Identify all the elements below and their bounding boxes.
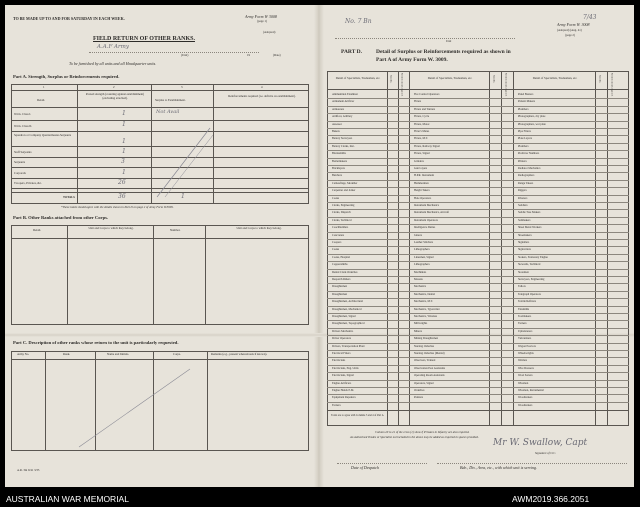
specialist-row-label: Woodturners — [518, 403, 533, 407]
specialist-row-label: Signallers — [518, 241, 530, 244]
specialist-row-label: Plumbers — [518, 107, 529, 111]
specialist-row-label: Wool Sorters — [518, 374, 533, 378]
part-d-header-reinf-2: Reinforcements required. — [504, 73, 507, 97]
specialist-row-label: Plumbers — [518, 144, 529, 148]
date-label: (Date) — [273, 53, 281, 57]
specialist-row-label: Lithographers — [414, 248, 430, 252]
hw-val-1: 1 — [122, 110, 126, 117]
specialist-row-label: Grinders — [414, 159, 424, 163]
hw-val-7: 26 — [118, 179, 126, 186]
unit-line-right — [335, 38, 515, 39]
handwritten-signature: Mr W. Swallow, Capt — [493, 438, 588, 448]
part-d-row-rule — [327, 113, 629, 114]
part-d-row-rule — [327, 269, 629, 270]
specialist-row-label: Electrical Fitters — [332, 352, 351, 355]
part-d-row-rule — [327, 357, 629, 358]
form-page-left: (page 1) — [257, 19, 267, 23]
part-d-header-detail-3: Detail of Specialists, Tradesmen, etc. — [532, 76, 578, 80]
part-d-row-rule — [327, 135, 629, 136]
specialist-row-label: Bakers — [332, 130, 340, 133]
specialist-row-label: Joiners — [414, 233, 422, 237]
row-wo-class-2: W.Os. Class II. — [14, 124, 33, 128]
specialist-row-label: Miners — [414, 329, 422, 333]
specialist-row-label: Mechanics — [414, 285, 427, 289]
specialist-row-label: Instrument Mechanics, Aircraft — [414, 211, 450, 215]
specialist-row-label: Drivers, Transportation Plant — [332, 344, 365, 348]
part-b-title: Part B. Other Ranks attached from other Corps. — [13, 215, 109, 220]
specialist-row-label: Height Takers — [414, 189, 430, 193]
specialist-row-label: Millwrights — [414, 322, 428, 326]
bottom-note-1: Column 20 to 21 of the cross (1) show if Privates in Infantry are also required. — [375, 430, 470, 434]
specialist-row-label: Hammermen — [414, 181, 429, 185]
corner-number: 7/43 — [583, 14, 597, 21]
part-d-row-rule — [327, 165, 629, 166]
specialist-row-label: Coopers — [332, 241, 342, 244]
specialist-row-label: Artificer, Artillery — [332, 115, 353, 119]
part-d-row-rule — [327, 202, 629, 203]
specialist-row-label: Pipe Fitters — [518, 130, 531, 133]
specialist-row-label: Electricians, Signal — [332, 374, 354, 378]
specialist-row-label: Camouflage, Modeller — [332, 181, 358, 185]
specialist-row-label: Fire Control Operators — [414, 93, 440, 96]
handwritten-unit-left: A.A.F Army — [97, 44, 129, 50]
hw-val-3: 1 — [122, 138, 126, 145]
specialist-row-label: Intelligence Duties — [414, 226, 436, 230]
specialist-row-label: Turners — [518, 322, 527, 326]
specialist-row-label: Engine Hands E.M. — [332, 389, 355, 392]
part-c-header-remarks: Remarks (e.g., present whereabouts if known). — [211, 352, 268, 356]
specialist-row-label: Range Takers — [518, 181, 534, 185]
hw-val-4: 1 — [122, 148, 126, 155]
specialist-row-label: Draughtsmen, Mechanical — [332, 307, 362, 311]
part-d-row-rule — [327, 180, 629, 181]
part-d-header-surplus-3: Surplus. — [598, 75, 602, 84]
specialist-row-label: Wagon Erectors — [518, 344, 536, 348]
archive-footer — [0, 487, 640, 507]
part-d-row-rule — [327, 187, 629, 188]
specialist-row-label: Drivers Mechanics — [332, 329, 354, 333]
specialist-row-label: Fitters, Cycle — [414, 115, 430, 119]
col-num-2: 2 — [113, 85, 115, 89]
specialist-row-label: Fitter's Mates — [414, 130, 430, 133]
specialist-row-label: Wiremen — [518, 381, 529, 385]
part-d-row-rule — [327, 298, 629, 299]
year-label: 19 — [247, 53, 250, 57]
specialist-row-label: Mechanics, Dental — [414, 292, 435, 296]
part-d-row-rule — [327, 276, 629, 277]
part-d-header-reinf-3: Reinforcements required. — [610, 73, 613, 97]
part-d-row-rule — [327, 239, 629, 240]
top-note: TO BE MADE UP TO AND FOR SATURDAY IN EACH WEEK. — [13, 16, 125, 21]
specialist-row-label: Fitters, Signal — [414, 152, 430, 156]
part-d-row-rule — [327, 121, 629, 122]
specialist-row-label: Masons — [414, 278, 423, 281]
part-d-row-rule — [327, 246, 629, 247]
specialist-row-label: Riveters — [518, 196, 528, 200]
part-d-row-rule — [327, 365, 629, 366]
hw-total-2: 1 — [181, 193, 185, 200]
part-d-row-rule — [327, 283, 629, 284]
part-d-row-rule — [327, 209, 629, 210]
specialist-row-label: Coppersmiths — [332, 263, 348, 267]
part-d-header-detail-2: Detail of Specialists, Tradesmen, etc. — [427, 76, 473, 80]
col-num-4: 4 — [261, 85, 263, 89]
hw-val-5: 3 — [121, 158, 125, 165]
part-d-desc-1: Detail of Surplus or Reinforcements required as shown in — [376, 49, 511, 55]
specialist-row-label: Radiographers — [518, 174, 535, 178]
adopted-left: (Adopted) — [263, 30, 276, 34]
specialist-row-label: Radiator Mechanics — [518, 167, 541, 170]
specialist-row-label: Observers, Trained — [414, 359, 436, 363]
specialist-row-label: Machinists — [414, 270, 427, 274]
part-d-row-rule — [327, 402, 629, 403]
specialist-row-label: Welders — [518, 359, 528, 363]
specialist-row-label: Draughtsman — [332, 292, 348, 296]
part-a-title: Part A. Strength, Surplus or Reinforcements required. — [13, 74, 120, 79]
part-d-header-surplus-2: Surplus. — [492, 75, 496, 84]
specialist-row-label: Instrument Operators — [414, 218, 438, 222]
form-ref-left: Army Form W 3008 — [245, 14, 277, 19]
specialist-row-label: Cooks, Hospital — [332, 255, 351, 259]
specialist-row-label: Operators, Signal — [414, 381, 434, 385]
specialist-row-label: Surveyors, Engineering — [518, 278, 545, 281]
specialist-row-label: Concreters — [332, 233, 345, 237]
specialist-row-label: Lithographers — [414, 263, 430, 267]
specialist-row-label: Boilermakers — [332, 159, 348, 163]
part-d-row-rule — [327, 291, 629, 292]
part-d-row-rule — [327, 328, 629, 329]
part-c-header-name: Name and Initials. — [107, 352, 130, 356]
specialist-row-label: Panel Beaters — [518, 93, 534, 96]
specialist-row-label: Signwriters — [518, 248, 531, 252]
specialist-row-label: Electricians, Eng. Units — [332, 366, 359, 370]
part-d-row-rule — [327, 143, 629, 144]
specialist-row-label: Operating Room Assistants — [414, 374, 445, 378]
totals-note: Totals are to agree with Columns 3 and 4 of Part A — [331, 414, 384, 417]
specialist-row-label: Draughtsmen, Topographical — [332, 322, 365, 326]
part-d-row-rule — [327, 232, 629, 233]
specialist-row-label: Clerks, Dispatch — [332, 211, 351, 215]
specialist-row-label: Shoemakers — [518, 233, 532, 237]
specialist-row-label: Armourers — [332, 107, 345, 111]
part-d-row-rule — [327, 350, 629, 351]
furnished-line: To be furnished by all units and all Headquarter units. — [69, 61, 157, 66]
specialist-row-label: Orderlies — [414, 389, 425, 392]
specialist-row-label: Tailors — [518, 285, 526, 289]
hw-val-8: Not Avail — [156, 109, 180, 115]
specialist-row-label: Woodturners — [518, 396, 533, 400]
specialist-row-label: Wire Dressers — [518, 366, 534, 370]
specialist-row-label: Battery Clerks, Inst. — [332, 144, 355, 148]
row-troopers: Troopers, Privates, &c. — [14, 181, 42, 185]
bottom-note-2: An Authorised Trades or Specialist not included in list above may be added as required in spaces provided. — [350, 435, 479, 439]
col-num-3: 3 — [181, 85, 183, 89]
specialist-row-label: Tinsmiths — [518, 307, 530, 311]
part-d-row-rule — [327, 98, 629, 99]
part-d-row-rule — [327, 106, 629, 107]
centre-fold — [314, 5, 324, 487]
specialist-row-label: Farriers — [332, 403, 341, 407]
specialist-row-label: Ammunition Examiner — [332, 93, 358, 96]
part-c-title: Part C. Description of other ranks whose return to the unit is particularly requested. — [13, 340, 179, 345]
part-d-row-rule — [327, 320, 629, 321]
part-c-cross-out — [75, 365, 195, 450]
specialist-row-label: Gun Layers — [414, 167, 428, 170]
form-sheet — [5, 5, 634, 487]
specialist-row-label: Telegraph Operators — [518, 292, 541, 296]
specialist-row-label: Dental Clerk Orderlies — [332, 270, 358, 274]
part-c-header-rank: Rank. — [63, 352, 71, 356]
part-d-row-rule — [327, 394, 629, 395]
specialist-row-label: Clerks, Technical — [332, 218, 352, 222]
hw-val-2: 1 — [122, 121, 126, 128]
part-a-header-surplus: Surplus to Establishment. — [155, 98, 186, 102]
diagonal-cross-out — [155, 125, 215, 200]
part-b-header-unit-2: Unit and Corps to which they belong. — [236, 226, 282, 230]
footer-accession: AWM2019.366.2051 — [512, 494, 590, 504]
col-num-1: 1 — [43, 85, 45, 89]
specialist-row-label: Carpenter and Joiner — [332, 189, 356, 193]
specialist-row-label: Coachbuilders — [332, 226, 349, 230]
part-d-row-rule — [327, 306, 629, 307]
part-d-row-rule — [327, 387, 629, 388]
part-d-header-detail-1: Detail of Specialists, Tradesmen, etc. — [335, 76, 381, 80]
part-d-desc-2: Part A of Army Form W. 3009. — [376, 57, 448, 63]
specialist-row-label: Cooks — [332, 248, 340, 252]
part-d-row-rule — [327, 335, 629, 336]
specialist-row-label: Observation Post Assistants — [414, 366, 446, 370]
specialist-row-label: Predictor Numbers — [518, 152, 540, 156]
part-c-header-corps: Corps. — [173, 352, 181, 356]
part-d-title: PART D. — [341, 49, 362, 55]
specialist-row-label: Clerks, Engineering — [332, 204, 355, 207]
part-d-row-rule — [327, 313, 629, 314]
totals-label: TOTALS — [63, 195, 75, 199]
specialist-row-label: Sheet Metal Workers — [518, 226, 542, 230]
part-a-footnote: *These totals should agree with the details shown in Part D on page 2 of Army Form W.3009. — [61, 205, 174, 209]
specialist-row-label: Printers — [518, 159, 527, 163]
despatch-label: Date of Despatch — [351, 465, 379, 470]
part-d-row-rule — [327, 254, 629, 255]
specialist-row-label: Nursing Orderlies (Mental) — [414, 352, 445, 355]
part-d-row-rule — [327, 158, 629, 159]
specialist-row-label: Mining Draughtsmen — [414, 337, 439, 341]
specialist-row-label: Linesmen, Signal — [414, 255, 434, 259]
specialist-row-label: Draughtsmen, Signal — [332, 315, 356, 318]
specialist-row-label: Blacksmiths — [332, 152, 346, 156]
hw-total-1: 36 — [118, 193, 126, 200]
specialist-row-label: Hole Operators — [414, 196, 432, 200]
specialist-row-label: Mechanics, M.T. — [414, 300, 433, 304]
part-d-row-rule — [327, 343, 629, 344]
part-d-row-rule — [327, 172, 629, 173]
part-b-header-unit: Unit and Corps to which they belong. — [88, 226, 134, 230]
specialist-row-label: Fitters, Railway Signal — [414, 144, 440, 148]
row-wo-class-1: W.Os. Class I. — [14, 112, 32, 116]
specialist-row-label: Pattern Makers — [518, 100, 536, 104]
unit-label-right: Unit — [446, 39, 452, 43]
part-d-header-surplus-1: Surplus. — [389, 75, 393, 84]
part-d-row-rule — [327, 372, 629, 373]
destination-label: Bde., Div., Area, etc., with which unit is serving. — [460, 465, 538, 470]
specialist-row-label: Saddlers — [518, 204, 528, 207]
hw-val-6: 1 — [122, 169, 126, 176]
form-ref-right: Army Form W. 3008 — [557, 22, 590, 27]
specialist-row-label: Saddle Tree Makers — [518, 211, 541, 215]
specialist-row-label: Fitters and Turners — [414, 107, 436, 111]
part-d-row-rule — [327, 128, 629, 129]
specialist-row-label: Butchers — [332, 174, 342, 178]
specialist-row-label: Stokers, Stationary Engine — [518, 255, 548, 259]
specialist-row-label: Fitters — [414, 100, 422, 104]
specialist-row-label: Vulcanizers — [518, 337, 532, 341]
form-title: FIELD RETURN OF OTHER RANKS. — [93, 36, 195, 42]
specialist-row-label: Fitters, M.T. — [414, 137, 428, 141]
specialist-row-label: Photographers, dry plate — [518, 115, 546, 119]
part-d-row-rule — [327, 380, 629, 381]
part-b-table — [11, 225, 309, 325]
specialist-row-label: Driver Operators — [332, 337, 352, 341]
printer-note: A.R. 3m 9/41 3/35 — [17, 468, 40, 472]
specialist-row-label: Wheelwrights — [518, 352, 534, 355]
specialist-row-label: Fitters, Motor — [414, 122, 430, 126]
adopted-right: (Adopted) (Aug. 41) — [557, 28, 582, 32]
part-d-header-reinf-1: Reinforcements required. — [400, 73, 403, 97]
footer-institution: AUSTRALIAN WAR MEMORIAL — [6, 494, 129, 504]
specialist-row-label: Mechanics, Typewriter — [414, 307, 440, 311]
specialist-row-label: Wiremen, Instrumental — [518, 389, 544, 392]
specialist-row-label: Storemen — [518, 270, 529, 274]
specialist-row-label: Mechanics, Wireless — [414, 315, 438, 318]
part-d-row-rule — [327, 217, 629, 218]
specialist-row-label: Equipment Repairers — [332, 396, 356, 400]
part-a-header-reinforcements: Reinforcements required (i.e. deficits on establishment). — [228, 94, 296, 98]
part-d-row-rule — [327, 224, 629, 225]
specialist-row-label: Despatch Riders — [332, 278, 351, 281]
part-d-row-rule — [327, 150, 629, 151]
part-a-header-posted: Posted strength (counting against establishment) (excluding attached). — [85, 92, 145, 100]
part-c-header-army-no: Army No. — [17, 352, 30, 356]
specialist-row-label: Engine Artificers — [332, 381, 352, 385]
specialist-row-label: Cooks — [332, 196, 340, 200]
specialist-row-label: Armament Artificer — [332, 100, 355, 104]
specialist-row-label: Painters — [414, 396, 424, 400]
part-d-row-rule — [327, 261, 629, 262]
part-b-header-number: Number. — [170, 228, 181, 232]
specialist-row-label: Battery Surveyors — [332, 137, 353, 141]
row-corporals: Corporals — [14, 171, 26, 175]
part-d-row-rule — [327, 195, 629, 196]
specialist-row-label: Instrument Mechanics — [414, 204, 439, 207]
row-staff-serjeants: Staff Serjeants — [14, 150, 32, 154]
form-page-right: (page 2) — [565, 33, 575, 37]
specialist-row-label: Toolmakers — [518, 315, 532, 318]
specialist-row-label: Plate Layers — [518, 137, 532, 141]
handwritten-unit-right: No. 7 Bn — [345, 18, 372, 25]
specialist-row-label: Draughtsmen, Architectural — [332, 300, 364, 304]
signature-caption: Signature of O.C. — [535, 451, 557, 455]
specialist-row-label: Draughtsmen — [332, 285, 348, 289]
part-b-header-detail: Detail. — [33, 228, 42, 232]
part-a-header-detail: Detail. — [37, 98, 46, 102]
specialist-row-label: Textile Refitters — [518, 300, 537, 304]
unit-line — [89, 52, 259, 53]
specialist-row-label: Leather Stitchers — [414, 241, 434, 244]
specialist-row-label: Upholsterers — [518, 329, 533, 333]
row-sqmqs: Squadron or Company Quartermaster-Serjeants — [14, 133, 72, 137]
unit-label: (Unit) — [181, 53, 189, 57]
specialist-row-label: Assessor — [332, 122, 342, 126]
specialist-row-label: H.P.R. Instrument — [414, 174, 435, 178]
row-serjeants: Serjeants — [14, 160, 25, 164]
specialist-row-label: Electricians — [332, 359, 346, 363]
specialist-row-label: Riggers — [518, 189, 527, 193]
specialist-row-label: Nursing Orderlies — [414, 344, 435, 348]
specialist-row-label: Sailmakers — [518, 218, 531, 222]
specialist-row-label: Stewards, Technical — [518, 263, 541, 267]
specialist-row-label: Photographers, wet plate — [518, 122, 546, 126]
specialist-row-label: Bricklayers — [332, 167, 345, 170]
